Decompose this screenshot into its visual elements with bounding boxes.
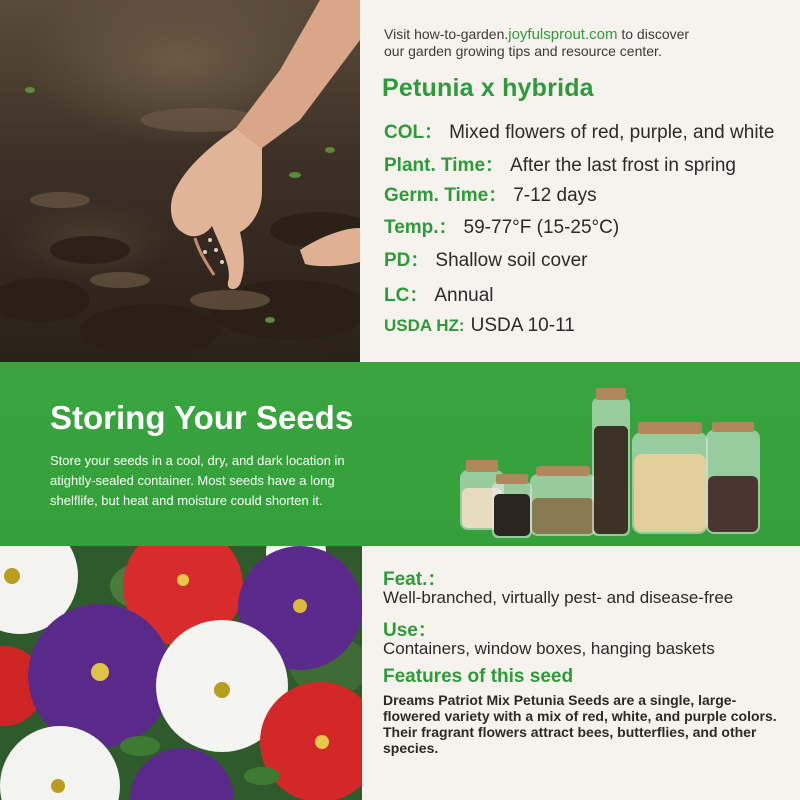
petunia-flowers-photo — [0, 546, 362, 800]
species-title: Petunia x hybrida — [382, 74, 594, 102]
seed-jars-image — [452, 382, 772, 544]
attr-value: USDA 10-11 — [470, 315, 575, 336]
attr-key: PD： — [384, 250, 430, 271]
top-section — [0, 0, 800, 362]
storing-title: Storing Your Seeds — [50, 399, 354, 436]
features-panel — [362, 546, 800, 800]
brand-link[interactable]: joyfulsprout.com — [508, 26, 618, 43]
attr-key: COL： — [384, 122, 444, 143]
attr-key: LC： — [384, 285, 429, 306]
attr-color — [384, 117, 774, 144]
seed-features-heading: Features of this seed — [383, 666, 574, 687]
feat-heading: Feat.： — [383, 569, 447, 590]
storing-text: Store your seeds in a cool, dry, and dark location in atightly-sealed container. Most seeds have a long shelflife, but heat and moisture could shorten it. — [50, 453, 345, 508]
attr-life-cycle — [384, 280, 494, 307]
attr-key: Plant. Time： — [384, 155, 505, 176]
attr-value: Shallow soil cover — [435, 250, 588, 271]
attr-value: 59-77°F (15-25°C) — [463, 217, 620, 238]
feat-text: Well-branched, virtually pest- and disease-free — [383, 588, 734, 607]
visit-suffix: to discover — [617, 26, 690, 42]
attr-usda-zone — [384, 315, 575, 337]
plant-info-panel — [362, 0, 800, 362]
use-text: Containers, window boxes, hanging baskets — [383, 639, 715, 658]
visit-prefix: Visit how-to-garden. — [384, 26, 509, 42]
attr-plant-time — [384, 150, 736, 177]
petunia-flowers-illustration — [0, 546, 362, 800]
attr-value: 7-12 days — [513, 185, 597, 206]
attr-key: Temp.： — [384, 217, 458, 238]
hand-sowing-illustration — [0, 0, 360, 362]
visit-notice — [384, 26, 794, 59]
visit-line-2: our garden growing tips and resource center. — [384, 43, 662, 59]
attr-key: USDA HZ: — [384, 316, 465, 335]
attr-value: After the last frost in spring — [510, 155, 737, 176]
seed-features-text: Dreams Patriot Mix Petunia Seeds are a single, large-flowered variety with a mix of red, white, and purple colors. Their fragrant flowers attract bees, butterflies, and other species. — [383, 692, 777, 756]
attr-value: Mixed flowers of red, purple, and white — [449, 122, 775, 143]
attr-planting-depth — [384, 245, 587, 272]
soil-sowing-photo — [0, 0, 360, 362]
storing-seeds-band — [0, 362, 800, 546]
attr-value: Annual — [434, 285, 494, 306]
use-heading: Use： — [383, 620, 437, 641]
attr-germ-time — [384, 180, 597, 207]
attr-temperature — [384, 212, 619, 239]
attr-key: Germ. Time： — [384, 185, 508, 206]
